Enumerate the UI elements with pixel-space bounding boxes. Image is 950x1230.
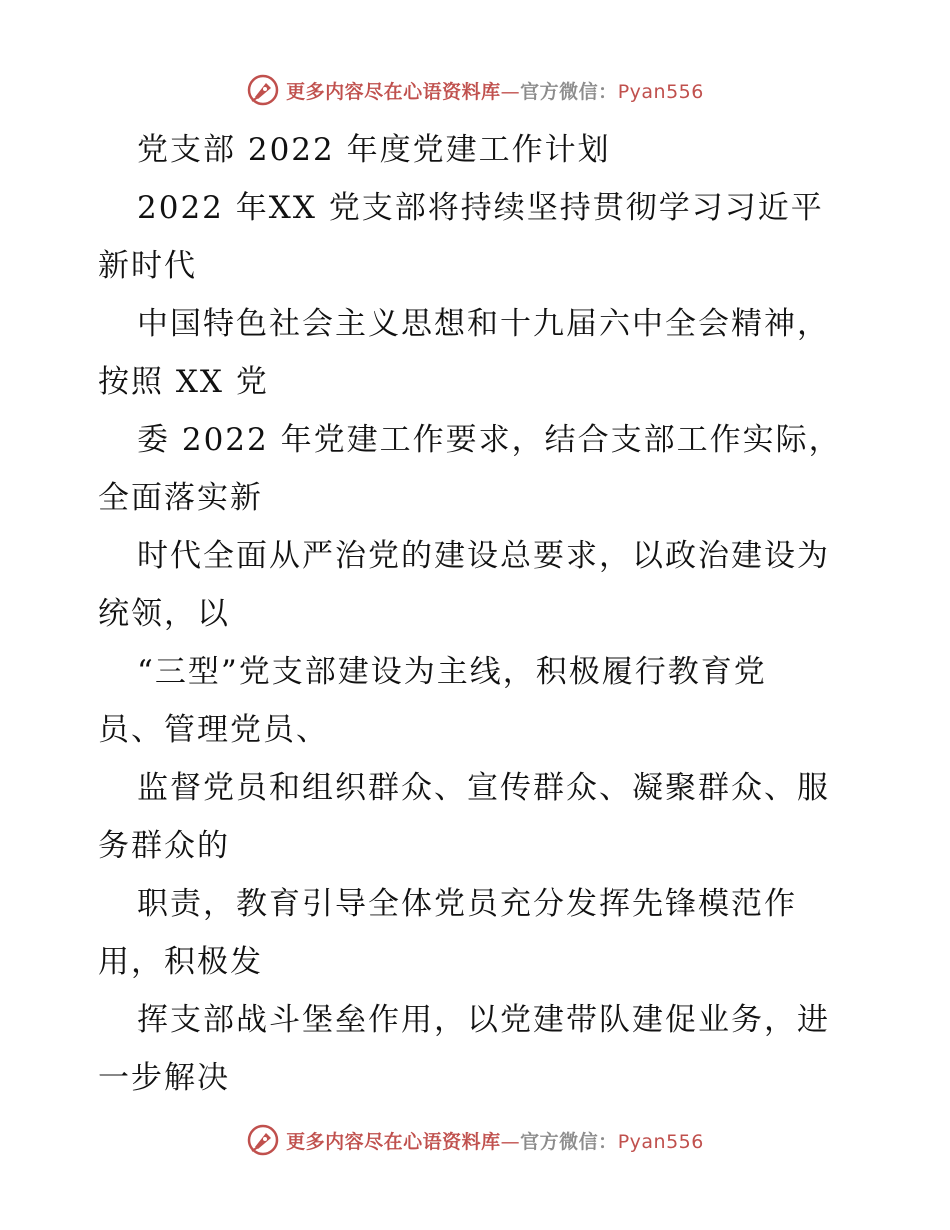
paragraph-line: 挥支部战斗堡垒作用，以党建带队建促业务，进 [137,1002,830,1038]
watermark-banner-bottom [0,1120,950,1160]
paragraph-line: 用，积极发 [98,944,263,980]
watermark-text: 更多内容尽在心语资料库—官方微信：Pyan556 [286,1130,704,1153]
pen-nib-logo-icon [246,1123,280,1157]
document-title: 党支部 2022 年度党建工作计划 [137,132,611,168]
pen-nib-logo-icon [246,73,280,107]
paragraph-line: 全面落实新 [98,480,263,516]
paragraph-line: 新时代 [98,248,197,284]
paragraph-line: 职责，教育引导全体党员充分发挥先锋模范作 [137,886,797,922]
paragraph-line: 中国特色社会主义思想和十九届六中全会精神， [137,306,830,342]
watermark-text: 更多内容尽在心语资料库—官方微信：Pyan556 [286,80,704,103]
paragraph-line: 务群众的 [98,828,230,864]
paragraph-line: 委 2022 年党建工作要求，结合支部工作实际， [137,422,842,458]
watermark-banner-top [0,70,950,110]
paragraph-line: 时代全面从严治党的建设总要求，以政治建设为 [137,538,830,574]
paragraph-line: “三型”党支部建设为主线，积极履行教育党 [137,654,767,690]
paragraph-line: 统领，以 [98,596,230,632]
paragraph-line: 监督党员和组织群众、宣传群众、凝聚群众、服 [137,770,830,806]
paragraph-line: 一步解决 [98,1060,230,1096]
paragraph-line: 按照 XX 党 [98,364,269,400]
paragraph-line: 2022 年XX 党支部将持续坚持贯彻学习习近平 [137,190,824,226]
paragraph-line: 员、管理党员、 [98,712,329,748]
